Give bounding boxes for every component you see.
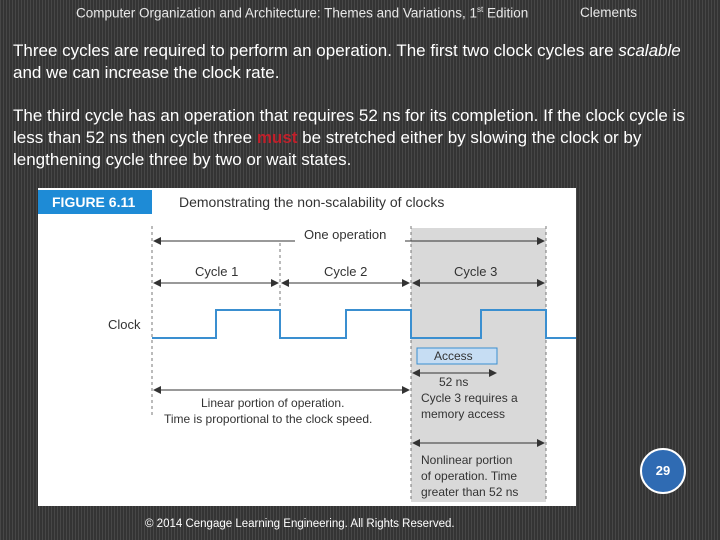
- ns-label: 52 ns: [439, 375, 469, 389]
- paragraph-third-cycle: [13, 105, 703, 171]
- book-title-text: Computer Organization and Architecture: Themes and Variations, 1: [76, 5, 477, 21]
- must-emphasis: must: [256, 128, 298, 147]
- linear-note-line2: Time is proportional to the clock speed.: [164, 412, 373, 426]
- memory-note-line1: Cycle 3 requires a: [421, 391, 518, 405]
- cycle1-label: Cycle 1: [195, 264, 239, 279]
- memory-note-line2: memory access: [421, 407, 506, 421]
- nonlinear-note-line2: of operation. Time: [421, 469, 518, 483]
- access-label: Access: [434, 349, 473, 363]
- cycle3-label: Cycle 3: [454, 264, 498, 279]
- book-title: [76, 5, 528, 21]
- cycle2-label: Cycle 2: [324, 264, 368, 279]
- paragraph1-text-a: Three cycles are required to perform an operation. The first two clock cycles are: [13, 41, 619, 60]
- slide-header: [0, 5, 720, 23]
- paragraph2-text-a: The third cycle has an operation that requires 52 ns for its completion. If the clock cycle is less than 52 ns then cycle three: [13, 106, 685, 147]
- nonlinear-note-line3: greater than 52 ns: [421, 485, 519, 499]
- figure-6-11: [38, 188, 576, 506]
- timing-diagram: [38, 188, 576, 506]
- edition-text: Edition: [483, 5, 529, 21]
- edition-superscript: st: [476, 5, 484, 14]
- paragraph-scalable: [13, 40, 703, 84]
- linear-note-line1: Linear portion of operation.: [201, 396, 345, 410]
- figure-number: FIGURE 6.11: [52, 194, 136, 210]
- one-operation-label: One operation: [304, 227, 387, 242]
- page-number-badge: 29: [640, 448, 686, 494]
- clock-label: Clock: [108, 317, 141, 332]
- paragraph1-text-b: and we can increase the clock rate.: [13, 63, 280, 82]
- author-name: Clements: [580, 5, 638, 20]
- scalable-emphasis: scalable: [618, 41, 681, 60]
- paragraph2-text-b: be stretched either by slowing the clock or by lengthening cycle three by two or wait states.: [13, 128, 642, 169]
- copyright-footer: © 2014 Cengage Learning Engineering. All Rights Reserved.: [145, 518, 455, 530]
- nonlinear-note-line1: Nonlinear portion: [421, 453, 513, 467]
- figure-caption: Demonstrating the non-scalability of clocks: [179, 194, 445, 210]
